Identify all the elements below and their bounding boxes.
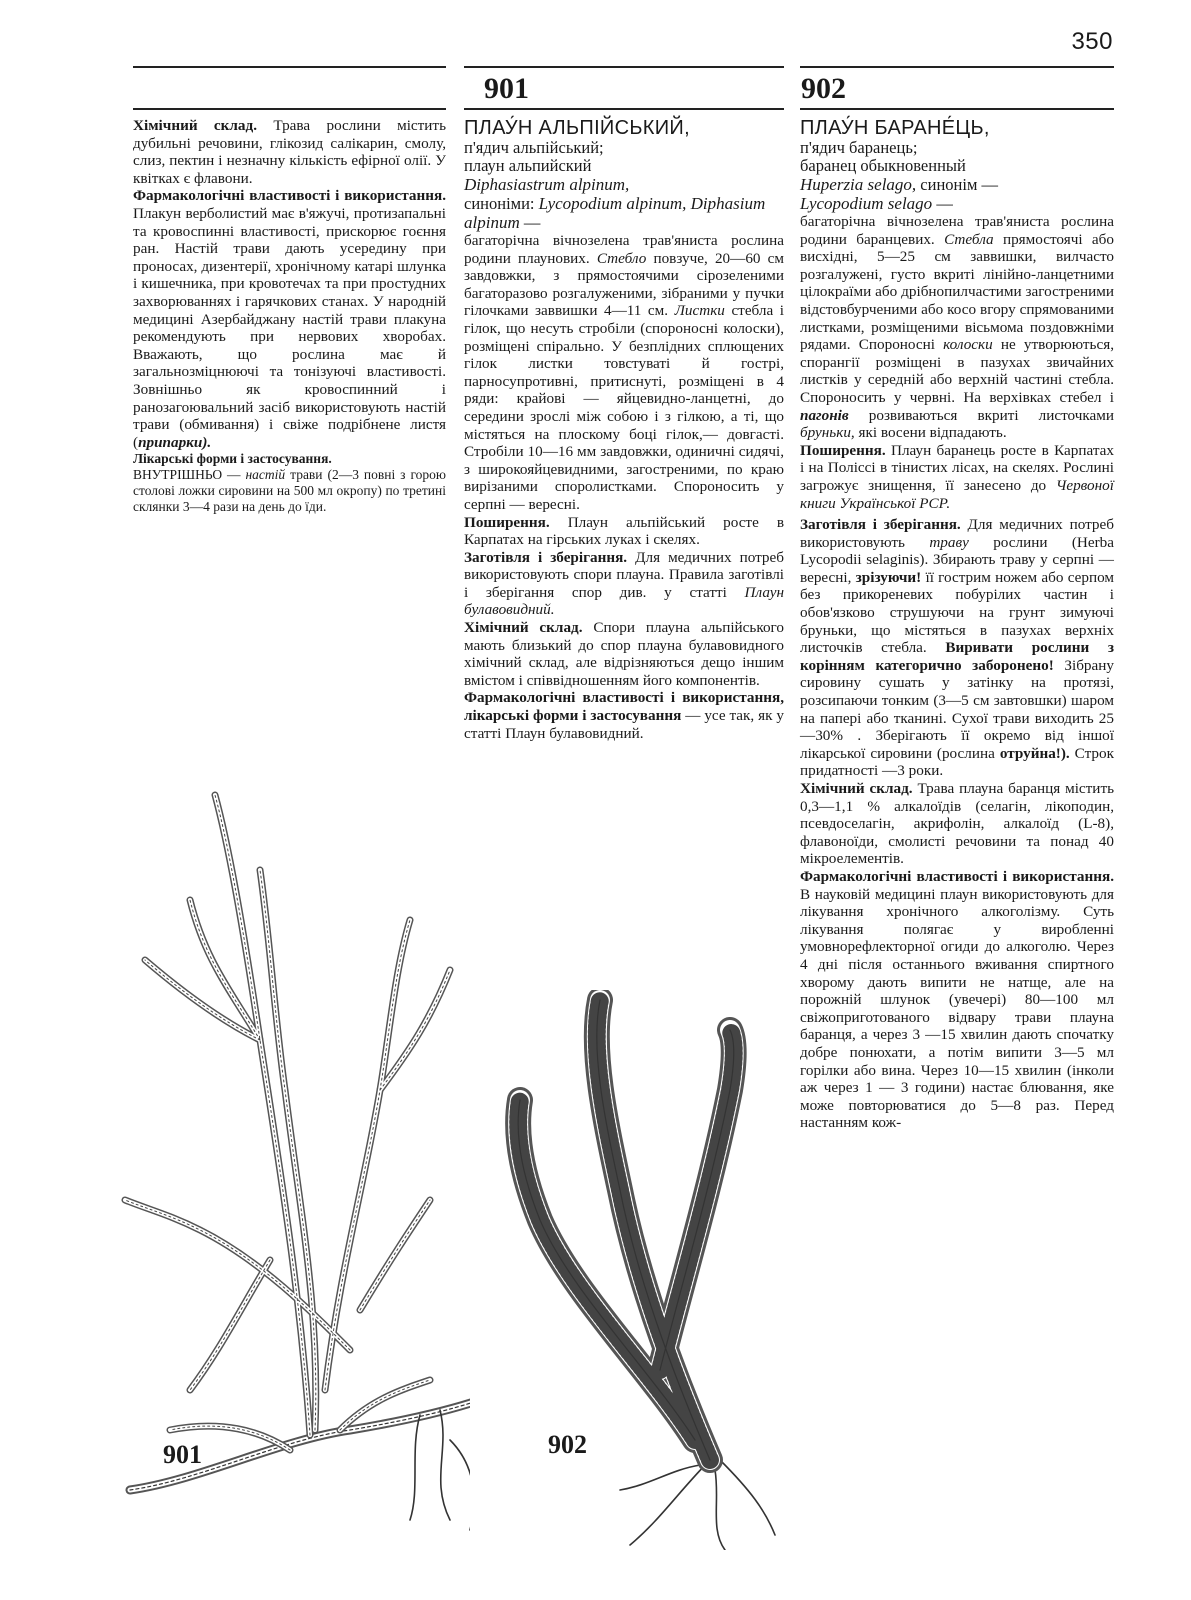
entry-902-chemistry (800, 780, 1114, 868)
forms-heading-paragraph (133, 451, 446, 467)
entry-901-chemistry (464, 619, 784, 689)
figure-label-902: 902 (548, 1430, 587, 1459)
entry-901-synonyms (464, 194, 784, 232)
harvest-text: Для медичних потреб використовують (800, 516, 1114, 551)
desc-text: прямостоячі або висхідні, 5—25 см заввишки, вилчасто розгалужені, густо вкриті лінійно-ланцетними цілокраїми або дрібнопилчастими загостреними відстовбурченими або косо вгору спрямованими листками, розміщеними вісьмома поздовжніми рядами. Спороносні (800, 230, 1114, 354)
entry-rule-middle (464, 108, 784, 110)
entry-rule-left (133, 108, 446, 110)
entry-901-harvest (464, 549, 784, 619)
entry-902-description (800, 213, 1114, 442)
entry-902-synonym-ru: баранец обыкновенный (800, 156, 966, 175)
header-rule-middle (464, 66, 784, 68)
entry-902-column (800, 117, 1114, 1132)
forms-italic: настій (245, 467, 286, 483)
harvest-text: її гострим ножем або серпом без прикореневих побурілих частин і обов'язково струшуючи на грунт зимуючі бруньки, що містяться в пазухах верхніх листочків стебла. (800, 568, 1114, 657)
desc-text: багаторічна вічнозелена трав'яниста рослина родини плаунових. (464, 232, 784, 267)
pharm-paragraph (133, 187, 446, 451)
harvest-text: Строк придатності —3 роки. (800, 744, 1115, 780)
entry-901-synonym-ru: плаун альпийский (464, 156, 592, 175)
pharm-heading: Фармакологічні властивості і використання. (133, 187, 446, 205)
dist-text: Плаун баранець росте в Карпатах і на Поліссі в тінистих лісах, на скелях. Рослині загрожує знищення, її занесено до (800, 441, 1114, 494)
entry-901-latin-name: Diphasiastrum alpinum, (464, 175, 630, 194)
entry-902-latin-synonym: Lycopodium selago (800, 194, 933, 213)
entry-902-dash: — (932, 194, 953, 213)
chem-heading: Хімічний склад. (464, 619, 583, 637)
entry-number-902: 902 (801, 72, 846, 105)
entry-901-synonym-label: синоніми: (464, 194, 539, 213)
chem-text: Трава плауна баранця містить 0,3—1,1 % алкалоїдів (селагін, лікоподин, псевдоселагін, акрифолін, алкалоїд (L-8), флавоноїди, смолисті речовини та понад 40 мікроелементів. (800, 780, 1115, 868)
entry-901-description (464, 232, 784, 514)
dist-text: Плаун альпійський росте в Карпатах на гірських луках і скелях. (464, 513, 784, 549)
harvest-bold: зрізуючи! (855, 568, 922, 586)
entry-901-synonym-ua: п'ядич альпійський; (464, 138, 604, 157)
page-number: 350 (1071, 28, 1113, 55)
entry-number-901: 901 (484, 72, 529, 105)
forms-heading: Лікарські форми і застосування. (133, 451, 332, 467)
desc-italic-stems: Стебла (944, 230, 994, 248)
entry-902-synonym-ua: п'ядич баранець; (800, 138, 918, 157)
harvest-text: Зібрану сировину сушать у затінку на протязі, розсипаючи тонким (3—5 см завтовшки) шаром на папері або тканині. Сухої трави виходить 25—30% . Зберігають її окремо від іншої лікарської сировини (рослина (800, 656, 1114, 762)
desc-text: багаторічна вічнозелена трав'яниста рослина родини баранцевих. (800, 213, 1114, 248)
dist-italic: Червоної книги Української РСР. (800, 476, 1114, 512)
figure-label-901: 901 (163, 1440, 202, 1469)
chem-paragraph (133, 117, 446, 187)
entry-902-latin-line (800, 175, 1114, 194)
entry-901-latin-synonyms: Lycopodium alpinum, Diphasium alpinum (464, 194, 766, 232)
pharm-text: Плакун верболистий має в'яжучі, протизапальні та кровоспинні властивості, прискорює гоєння ран. Настій трави дають усередину при проносах, дизентерії, хронічному катарі шлунка і кишечника, при кровотечах та при простудних захворюваннях і гарячкових станах. У народній медицині Азербайджану настій трави плакуна рекомендують при нервових хворобах. Вважають, що рослина має й загальнозміцнюючі та тонізуючі властивості. Зовнішньо як кровоспинний і ранозагоювальний засіб використовують настій трави (обмивання) і свіже подрібнене листя ( (133, 204, 446, 451)
forms-paragraph (133, 467, 446, 515)
entry-902-latin-synonym-line (800, 194, 1114, 213)
harvest-text: рослини (Herba Lycopodii selaginis). Збирають траву у серпні — вересні, (800, 533, 1114, 586)
desc-italic-spikes: колоски (943, 336, 993, 354)
header-rule-right (800, 66, 1114, 68)
pharm-text: — усе так, як у статті Плаун булавовидний. (464, 707, 784, 742)
pharm-heading: Фармакологічні властивості і використання. (800, 867, 1114, 885)
entry-901-distribution (464, 514, 784, 549)
harvest-italic: траву (929, 533, 969, 551)
entry-902-synonym-label: синонім — (916, 175, 999, 194)
desc-italic-shoots: пагонів (800, 406, 849, 424)
entry-901-dash: — (519, 213, 541, 232)
entry-901-title: ПЛАУ́Н АЛЬПІЙСЬКИЙ, (464, 117, 690, 139)
entry-901-column (464, 117, 784, 742)
harvest-heading: Заготівля і зберігання. (800, 516, 961, 534)
chem-heading: Хімічний склад. (800, 780, 913, 797)
desc-text: стебла і гілок, що несуть стробіли (спороносні колоски), розміщені спірально. У безплідних сплющених гілок листки товстуваті й гострі, парносупротивні, притиснуті, розміщені в 4 ряди: крайові — яйцевидно-ланцетні, до середини зрослі між собою і з гілкою, а ті, що містяться на плоскому боці гілок,— довгасті. Стробіли 10—16 мм завдовжки, одиничні сидячі, з широкояйцевидними, загостреними, по краю вирізаними споролистками. Спороносить у серпні — вересні. (464, 302, 784, 513)
chem-heading: Хімічний склад. (133, 117, 258, 134)
plant-illustration-902 (480, 990, 780, 1550)
chem-text: Трава рослини містить дубильні речовини, глікозид салікарин, смолу, слиз, пектин і незначну кількість ефірної олії. У квітках є флавони. (133, 117, 446, 187)
pharm-heading: Фармакологічні властивості і використання, лікарські форми і застосування (464, 689, 784, 725)
pharm-italic: припарки). (138, 433, 212, 451)
entry-902-pharmacology (800, 868, 1114, 1132)
harvest-italic: Плаун булавовидний. (464, 583, 784, 619)
harvest-bold: Виривати рослини з корінням категорично заборонено! (800, 639, 1114, 674)
entry-902-harvest (800, 516, 1114, 780)
harvest-text: Для медичних потреб використовують спори плауна. Правила заготівлі і зберігання спор див. у статті (464, 548, 784, 601)
forms-text-1: ВНУТРІШНЬО — (133, 467, 246, 483)
dist-heading: Поширення. (464, 513, 550, 531)
desc-italic-stem: Стебло (596, 249, 647, 267)
forms-text-2: трави (2—3 повні з горою столові ложки сировини на 500 мл окропу) по третині склянки 3—4 рази на день до їди. (133, 467, 446, 515)
desc-text: які восени відпадають. (854, 424, 1007, 442)
harvest-bold: отруйна!). (999, 744, 1070, 762)
chem-text: Спори плауна альпійського мають близький до спор плауна булавовидного хімічний склад, але відрізняються дещо іншим вмістом і співвідношенням його компонентів. (464, 619, 784, 689)
desc-italic-leaves: Листки (674, 302, 725, 320)
pharm-text: В науковій медицині плаун використовують для лікування хронічного алкоголізму. Суть лікування полягає у виробленні умовнорефлекторної огиди до алкоголю. Через 4 дні після останнього вживання спиртного хворому дають випити не натще, але на порожній шлунок (увечері) 80—100 мл свіжоприготованого відвару трави плауна баранця, а через 3 —15 хвилин дають спочатку добре понюхати, а потім випити 3—5 мл горілки або вина. Через 10—15 хвилин (інколи аж через 1 — 3 години) настає блювання, яке може повторюватися до 5—8 раз. Перед настанням кож- (800, 885, 1114, 1132)
desc-text: повзуче, 20—60 см завдовжки, з прямостоячими сірозеленими багаторазово розгалуженими, зібраними у пучки гілочками заввишки 4—11 см. (464, 249, 784, 320)
entry-901-pharmacology (464, 689, 784, 742)
left-column (133, 117, 446, 515)
entry-902-distribution (800, 442, 1114, 512)
dist-heading: Поширення. (800, 441, 886, 459)
desc-text: не утворюються, спорангії розміщені в пазухах звичайних листків у середній або верхній частині стебла. Спороносить у червні. На верхівках стебел і (800, 336, 1114, 406)
desc-italic-buds: бруньки, (800, 424, 855, 442)
entry-902-latin-name: Huperzia selago, (800, 175, 917, 194)
desc-text: розвиваються вкриті листочками (848, 406, 1114, 424)
entry-902-title: ПЛАУ́Н БАРАНЕ́ЦЬ, (800, 117, 990, 139)
header-rule-left (133, 66, 446, 68)
entry-rule-right (800, 108, 1114, 110)
harvest-heading: Заготівля і зберігання. (464, 548, 628, 566)
